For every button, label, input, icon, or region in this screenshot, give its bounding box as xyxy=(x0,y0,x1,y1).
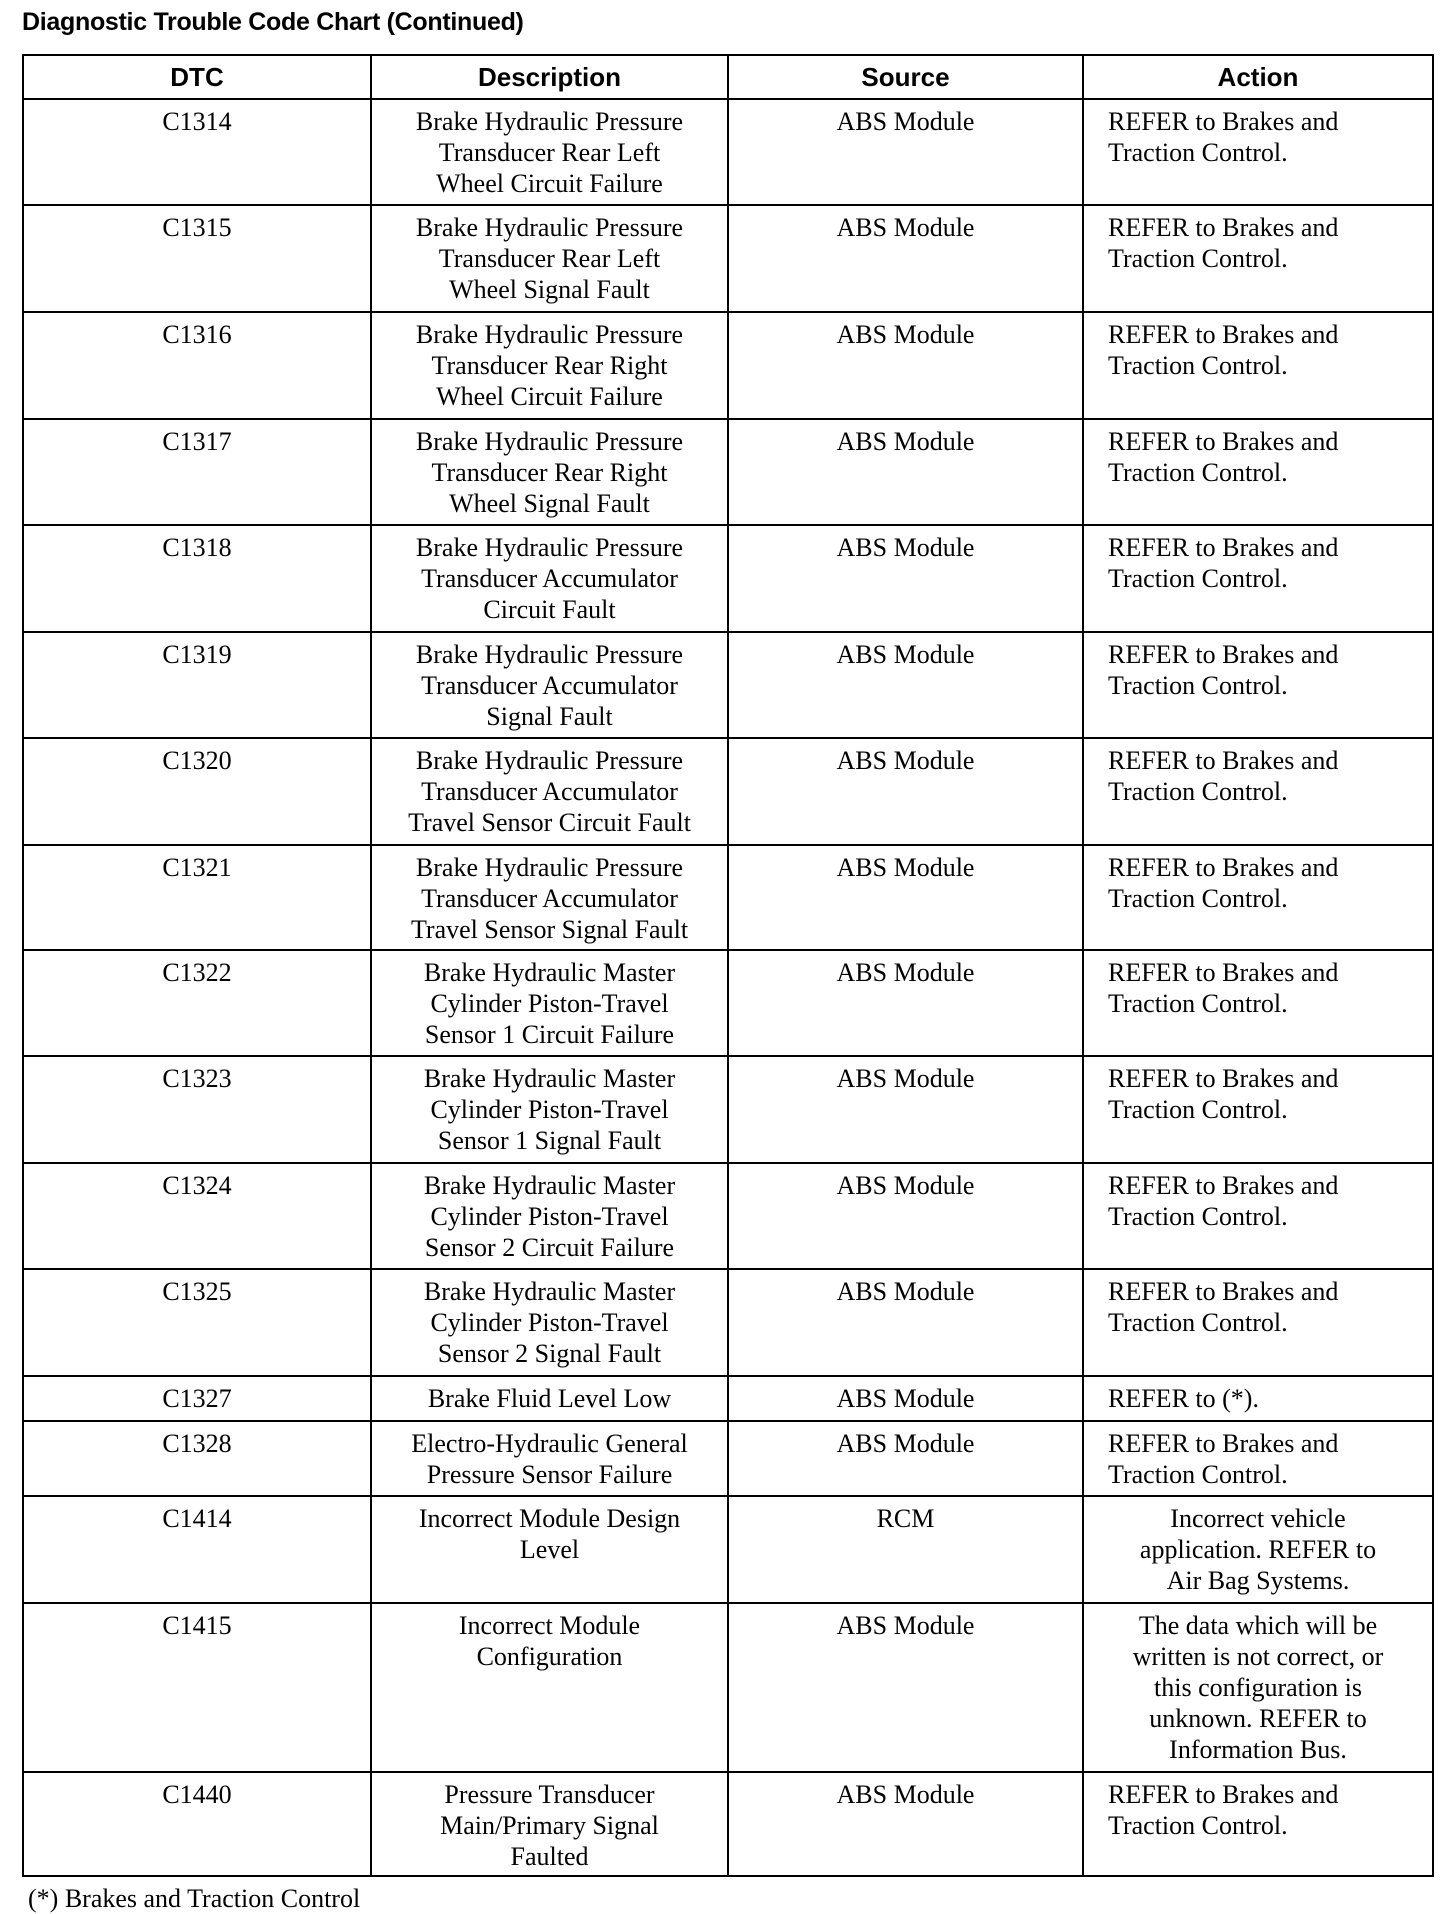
description-cell-line: Wheel Circuit Failure xyxy=(436,382,663,411)
table-row xyxy=(23,1603,1433,1772)
action-cell xyxy=(1083,1056,1433,1163)
action-cell xyxy=(1083,99,1433,205)
description-cell-line: Brake Hydraulic Master xyxy=(423,1064,676,1093)
description-cell-line: Transducer Rear Left xyxy=(438,244,661,273)
description-cell xyxy=(371,525,728,632)
source-cell-line: ABS Module xyxy=(836,533,975,562)
description-cell-line: Sensor 1 Circuit Failure xyxy=(424,1020,675,1049)
dtc-cell-line: C1325 xyxy=(162,1277,232,1306)
description-cell xyxy=(371,312,728,419)
description-cell-line: Transducer Accumulator xyxy=(421,671,678,700)
source-cell-line: ABS Module xyxy=(836,1277,975,1306)
description-cell-line: Configuration xyxy=(476,1642,623,1671)
table-row xyxy=(23,99,1433,205)
dtc-cell xyxy=(23,419,371,525)
description-cell xyxy=(371,1421,728,1496)
source-cell-line: ABS Module xyxy=(836,640,975,669)
table-row xyxy=(23,1421,1433,1496)
description-cell xyxy=(371,950,728,1056)
description-cell-line: Incorrect Module Design xyxy=(418,1504,681,1533)
description-cell xyxy=(371,1163,728,1269)
description-cell-line: Transducer Rear Right xyxy=(431,458,668,487)
action-cell-line: Information Bus. xyxy=(1169,1735,1347,1764)
dtc-cell xyxy=(23,1603,371,1772)
description-cell-line: Electro-Hydraulic General xyxy=(411,1429,688,1458)
description-cell-line: Brake Hydraulic Pressure xyxy=(415,213,684,242)
action-cell-line: Traction Control. xyxy=(1108,777,1288,806)
description-cell-line: Transducer Rear Right xyxy=(431,351,668,380)
action-cell xyxy=(1083,1496,1433,1603)
dtc-cell xyxy=(23,1772,371,1876)
source-cell-line: ABS Module xyxy=(836,1384,975,1413)
source-cell-line: ABS Module xyxy=(836,1171,975,1200)
dtc-cell xyxy=(23,1056,371,1163)
dtc-cell xyxy=(23,205,371,312)
action-cell xyxy=(1083,525,1433,632)
source-cell xyxy=(728,1376,1083,1421)
action-cell-line: Traction Control. xyxy=(1108,884,1288,913)
source-cell-line: ABS Module xyxy=(836,958,975,987)
description-cell-line: Level xyxy=(519,1535,580,1564)
description-cell-line: Cylinder Piston-Travel xyxy=(430,1308,669,1337)
table-row xyxy=(23,1163,1433,1269)
source-cell xyxy=(728,205,1083,312)
header-source: Source xyxy=(728,55,1083,99)
action-cell-line: Traction Control. xyxy=(1108,1811,1288,1840)
source-cell-line: ABS Module xyxy=(836,746,975,775)
action-cell-line: written is not correct, or xyxy=(1132,1642,1384,1671)
action-cell xyxy=(1083,632,1433,738)
source-cell-line: ABS Module xyxy=(836,427,975,456)
source-cell xyxy=(728,1421,1083,1496)
dtc-cell xyxy=(23,845,371,950)
description-cell xyxy=(371,419,728,525)
dtc-cell xyxy=(23,1269,371,1376)
source-cell xyxy=(728,1603,1083,1772)
table-row xyxy=(23,312,1433,419)
dtc-cell-line: C1321 xyxy=(162,853,232,882)
action-cell xyxy=(1083,312,1433,419)
description-cell-line: Travel Sensor Circuit Fault xyxy=(408,808,691,837)
dtc-cell xyxy=(23,99,371,205)
description-cell-line: Transducer Accumulator xyxy=(421,564,678,593)
description-cell-line: Brake Hydraulic Pressure xyxy=(415,640,684,669)
description-cell xyxy=(371,1056,728,1163)
action-cell xyxy=(1083,205,1433,312)
action-cell-line: Traction Control. xyxy=(1108,989,1288,1018)
dtc-cell-line: C1320 xyxy=(162,746,232,775)
source-cell xyxy=(728,1056,1083,1163)
table-row xyxy=(23,950,1433,1056)
source-cell-line: ABS Module xyxy=(836,853,975,882)
table-row xyxy=(23,205,1433,312)
table-row xyxy=(23,1496,1433,1603)
description-cell xyxy=(371,738,728,845)
action-cell-line: Traction Control. xyxy=(1108,351,1288,380)
source-cell-line: ABS Module xyxy=(836,213,975,242)
action-cell-line: unknown. REFER to xyxy=(1149,1704,1367,1733)
description-cell-line: Brake Hydraulic Pressure xyxy=(415,853,684,882)
description-cell xyxy=(371,632,728,738)
source-cell xyxy=(728,312,1083,419)
source-cell-line: ABS Module xyxy=(836,320,975,349)
table-row xyxy=(23,1056,1433,1163)
action-cell xyxy=(1083,1376,1433,1421)
dtc-cell-line: C1323 xyxy=(162,1064,232,1093)
dtc-cell xyxy=(23,738,371,845)
source-cell-line: ABS Module xyxy=(836,107,975,136)
action-cell xyxy=(1083,1603,1433,1772)
source-cell xyxy=(728,845,1083,950)
dtc-cell-line: C1322 xyxy=(162,958,232,987)
action-cell-line: Traction Control. xyxy=(1108,1202,1288,1231)
source-cell xyxy=(728,1772,1083,1876)
dtc-cell xyxy=(23,1421,371,1496)
action-cell-line: Traction Control. xyxy=(1108,458,1288,487)
dtc-cell-line: C1316 xyxy=(162,320,232,349)
action-cell xyxy=(1083,419,1433,525)
description-cell-line: Brake Hydraulic Pressure xyxy=(415,427,684,456)
action-cell-line: REFER to Brakes and xyxy=(1108,853,1339,882)
source-cell-line: RCM xyxy=(876,1504,935,1533)
source-cell xyxy=(728,738,1083,845)
action-cell-line: REFER to Brakes and xyxy=(1108,1780,1339,1809)
dtc-cell xyxy=(23,312,371,419)
source-cell-line: ABS Module xyxy=(836,1429,975,1458)
description-cell-line: Brake Hydraulic Pressure xyxy=(415,533,684,562)
dtc-cell-line: C1440 xyxy=(162,1780,232,1809)
table-row xyxy=(23,525,1433,632)
dtc-cell-line: C1327 xyxy=(162,1384,232,1413)
description-cell-line: Wheel Signal Fault xyxy=(449,489,650,518)
dtc-cell-line: C1318 xyxy=(162,533,232,562)
action-cell-line: REFER to Brakes and xyxy=(1108,1277,1339,1306)
description-cell-line: Main/Primary Signal xyxy=(440,1811,659,1840)
action-cell-line: REFER to Brakes and xyxy=(1108,1171,1339,1200)
table-row xyxy=(23,632,1433,738)
dtc-cell-line: C1315 xyxy=(162,213,232,242)
dtc-cell-line: C1414 xyxy=(162,1504,232,1533)
action-cell xyxy=(1083,845,1433,950)
description-cell-line: Sensor 2 Signal Fault xyxy=(437,1339,662,1368)
description-cell-line: Brake Hydraulic Master xyxy=(423,1171,676,1200)
description-cell-line: Wheel Signal Fault xyxy=(449,275,650,304)
source-cell xyxy=(728,1496,1083,1603)
action-cell-line: REFER to Brakes and xyxy=(1108,213,1339,242)
description-cell-line: Faulted xyxy=(510,1842,589,1871)
description-cell-line: Cylinder Piston-Travel xyxy=(430,1095,669,1124)
action-cell-line: REFER to Brakes and xyxy=(1108,427,1339,456)
description-cell-line: Pressure Sensor Failure xyxy=(426,1460,673,1489)
source-cell xyxy=(728,99,1083,205)
source-cell xyxy=(728,419,1083,525)
description-cell-line: Cylinder Piston-Travel xyxy=(430,1202,669,1231)
action-cell-line: REFER to Brakes and xyxy=(1108,533,1339,562)
description-cell xyxy=(371,1376,728,1421)
page-title: Diagnostic Trouble Code Chart (Continued) xyxy=(22,8,524,36)
action-cell-line: REFER to Brakes and xyxy=(1108,746,1339,775)
description-cell-line: Travel Sensor Signal Fault xyxy=(410,915,689,944)
description-cell-line: Incorrect Module xyxy=(458,1611,641,1640)
action-cell-line: REFER to Brakes and xyxy=(1108,1064,1339,1093)
action-cell-line: this configuration is xyxy=(1154,1673,1362,1702)
description-cell-line: Brake Hydraulic Master xyxy=(423,958,676,987)
table-body xyxy=(23,99,1433,1876)
action-cell-line: REFER to Brakes and xyxy=(1108,640,1339,669)
action-cell-line: REFER to Brakes and xyxy=(1108,958,1339,987)
action-cell-line: Traction Control. xyxy=(1108,1095,1288,1124)
dtc-cell xyxy=(23,950,371,1056)
action-cell-line: REFER to Brakes and xyxy=(1108,1429,1339,1458)
action-cell-line: Incorrect vehicle xyxy=(1170,1504,1346,1533)
action-cell-line: application. REFER to xyxy=(1139,1535,1377,1564)
dtc-cell-line: C1314 xyxy=(162,107,232,136)
action-cell-line: Air Bag Systems. xyxy=(1166,1566,1350,1595)
source-cell-line: ABS Module xyxy=(836,1064,975,1093)
description-cell-line: Brake Hydraulic Pressure xyxy=(415,746,684,775)
description-cell xyxy=(371,1269,728,1376)
table-row xyxy=(23,1269,1433,1376)
action-cell xyxy=(1083,1772,1433,1876)
table-row xyxy=(23,1376,1433,1421)
description-cell xyxy=(371,99,728,205)
table-header-row xyxy=(23,55,1433,99)
description-cell-line: Brake Fluid Level Low xyxy=(427,1384,672,1413)
description-cell-line: Transducer Rear Left xyxy=(438,138,661,167)
header-dtc: DTC xyxy=(23,55,371,99)
description-cell-line: Pressure Transducer xyxy=(444,1780,655,1809)
header-action: Action xyxy=(1083,55,1433,99)
dtc-cell xyxy=(23,1376,371,1421)
action-cell-line: REFER to Brakes and xyxy=(1108,320,1339,349)
action-cell xyxy=(1083,1163,1433,1269)
description-cell-line: Brake Hydraulic Pressure xyxy=(415,320,684,349)
action-cell-line: Traction Control. xyxy=(1108,564,1288,593)
source-cell-line: ABS Module xyxy=(836,1611,975,1640)
description-cell xyxy=(371,1496,728,1603)
description-cell-line: Wheel Circuit Failure xyxy=(436,169,663,198)
description-cell-line: Transducer Accumulator xyxy=(421,884,678,913)
description-cell-line: Sensor 1 Signal Fault xyxy=(437,1126,662,1155)
footnote: (*) Brakes and Traction Control xyxy=(28,1884,361,1913)
action-cell-line: Traction Control. xyxy=(1108,1308,1288,1337)
dtc-cell xyxy=(23,632,371,738)
source-cell xyxy=(728,525,1083,632)
dtc-table xyxy=(22,54,1434,1877)
action-cell-line: Traction Control. xyxy=(1108,244,1288,273)
action-cell xyxy=(1083,1421,1433,1496)
source-cell xyxy=(728,950,1083,1056)
description-cell-line: Transducer Accumulator xyxy=(421,777,678,806)
description-cell-line: Brake Hydraulic Pressure xyxy=(415,107,684,136)
description-cell xyxy=(371,1603,728,1772)
action-cell-line: Traction Control. xyxy=(1108,671,1288,700)
source-cell xyxy=(728,1163,1083,1269)
table-row xyxy=(23,738,1433,845)
action-cell-line: REFER to Brakes and xyxy=(1108,107,1339,136)
action-cell-line: REFER to (*). xyxy=(1108,1384,1259,1413)
description-cell xyxy=(371,845,728,950)
source-cell xyxy=(728,1269,1083,1376)
table-row xyxy=(23,845,1433,950)
dtc-cell-line: C1328 xyxy=(162,1429,232,1458)
dtc-cell-line: C1415 xyxy=(162,1611,232,1640)
description-cell-line: Sensor 2 Circuit Failure xyxy=(424,1233,675,1262)
description-cell-line: Signal Fault xyxy=(486,702,613,731)
description-cell xyxy=(371,205,728,312)
dtc-cell xyxy=(23,1496,371,1603)
header-description: Description xyxy=(371,55,728,99)
source-cell xyxy=(728,632,1083,738)
action-cell-line: Traction Control. xyxy=(1108,138,1288,167)
action-cell xyxy=(1083,1269,1433,1376)
action-cell xyxy=(1083,738,1433,845)
table-row xyxy=(23,419,1433,525)
dtc-cell-line: C1319 xyxy=(162,640,232,669)
dtc-cell xyxy=(23,1163,371,1269)
dtc-cell xyxy=(23,525,371,632)
action-cell-line: The data which will be xyxy=(1138,1611,1378,1640)
action-cell xyxy=(1083,950,1433,1056)
description-cell-line: Circuit Fault xyxy=(483,595,616,624)
description-cell xyxy=(371,1772,728,1876)
action-cell-line: Traction Control. xyxy=(1108,1460,1288,1489)
source-cell-line: ABS Module xyxy=(836,1780,975,1809)
dtc-cell-line: C1317 xyxy=(162,427,232,456)
description-cell-line: Cylinder Piston-Travel xyxy=(430,989,669,1018)
dtc-cell-line: C1324 xyxy=(162,1171,232,1200)
table-row xyxy=(23,1772,1433,1876)
description-cell-line: Brake Hydraulic Master xyxy=(423,1277,676,1306)
